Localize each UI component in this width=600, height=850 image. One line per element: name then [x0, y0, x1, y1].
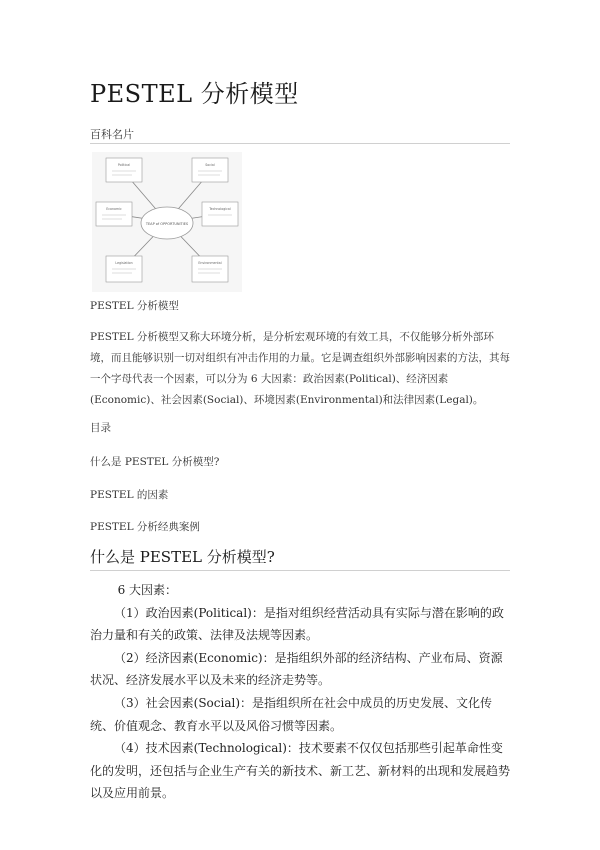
- diagram-box-political: [106, 158, 142, 182]
- factor-item: （1）政治因素(Political)：是指对组织经营活动具有实际与潜在影响的政治力量和有关的政策、法律及法规等因素。: [90, 605, 504, 643]
- diagram-label-economic: Economic: [106, 207, 122, 211]
- diagram-label-environmental: Environmental: [198, 261, 222, 265]
- factor-item: （3）社会因素(Social)：是指组织所在社会中成员的历史发展、文化传统、价值观念、教育水平以及风俗习惯等因素。: [90, 695, 492, 733]
- factor-item: （4）技术因素(Technological)：技术要素不仅仅包括那些引起革命性变化的发明，还包括与企业生产有关的新技术、新工艺、新材料的出现和发展趋势以及应用前景。: [90, 741, 511, 801]
- diagram-box-social: [192, 158, 228, 182]
- diagram-box-economic: [96, 202, 132, 226]
- toc-item[interactable]: PESTEL 的因素: [90, 489, 169, 501]
- factor-item: （2）经济因素(Economic)：是指组织外部的经济结构、产业布局、资源状况、经济发展水平以及未来的经济走势等。: [90, 650, 503, 688]
- section-label: 百科名片: [90, 128, 134, 141]
- diagram-label-legislation: Legislation: [115, 261, 133, 265]
- diagram-label-political: Political: [117, 163, 131, 167]
- divider: [90, 570, 510, 571]
- toc-title: 目录: [90, 422, 111, 434]
- diagram-label-technological: Technological: [209, 207, 231, 211]
- diagram-label-social: Social: [205, 163, 215, 167]
- factors-list: [90, 579, 510, 805]
- figure-caption: PESTEL 分析模型: [90, 300, 179, 312]
- pestel-diagram: [92, 152, 242, 292]
- divider: [90, 143, 510, 144]
- factors-lead: 6 大因素：: [117, 583, 178, 597]
- page-title: PESTEL 分析模型: [90, 80, 299, 108]
- diagram-center-label: TEAP of OPPORTUNITIES: [145, 222, 189, 226]
- diagram-box-technological: [202, 202, 238, 226]
- toc-item[interactable]: PESTEL 分析经典案例: [90, 521, 200, 533]
- toc-item[interactable]: 什么是 PESTEL 分析模型?: [90, 456, 220, 468]
- intro-paragraph: PESTEL 分析模型又称大环境分析，是分析宏观环境的有效工具，不仅能够分析外部环境，而且能够识别一切对组织有冲击作用的力量。它是调查组织外部影响因素的方法，其每一个字母代表一个因素，可以分为 6 大因素：政治因素(Political)、经济因素(Economic)、社会因素(Social)、环境因素(Environmental)和法律因素(Legal)。: [90, 331, 510, 406]
- section-heading: 什么是 PESTEL 分析模型?: [90, 548, 275, 566]
